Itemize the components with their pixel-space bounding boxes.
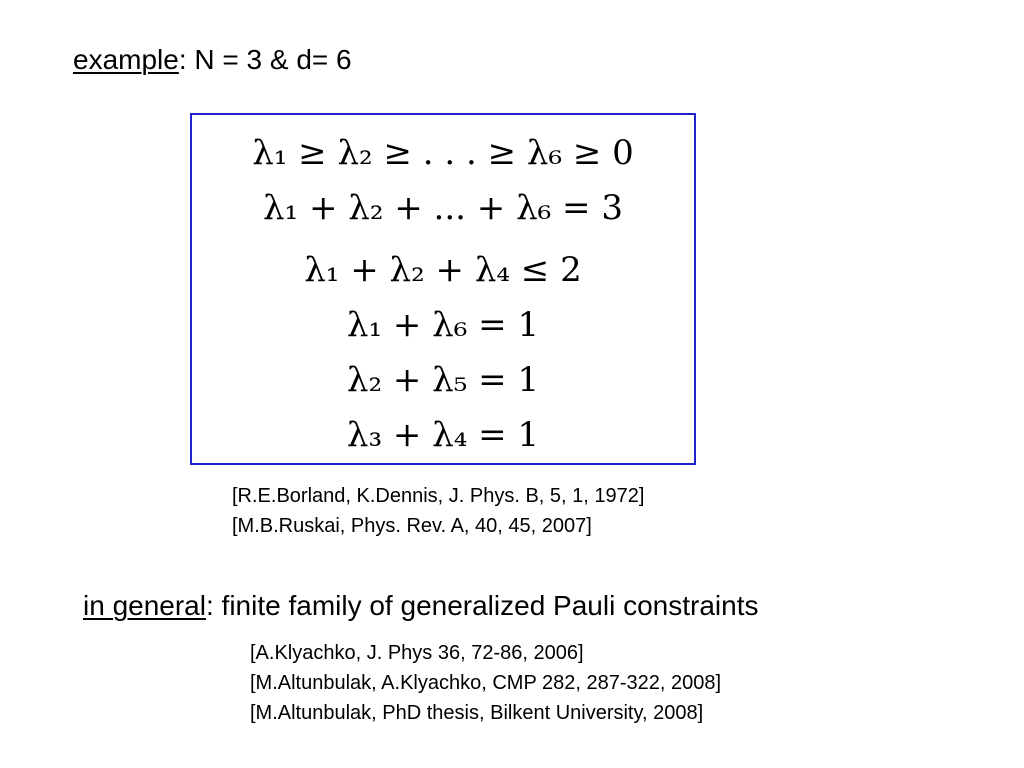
equation-pair-2-5: λ₂ + λ₅ = 1 bbox=[346, 360, 540, 400]
general-heading bbox=[83, 590, 758, 622]
reference-altunbulak-thesis: [M.Altunbulak, PhD thesis, Bilkent University, 2008] bbox=[250, 702, 704, 724]
reference-altunbulak-klyachko: [M.Altunbulak, A.Klyachko, CMP 282, 287-322, 2008] bbox=[250, 672, 722, 694]
example-heading bbox=[73, 44, 352, 76]
references-top bbox=[232, 481, 644, 541]
general-keyword: in general bbox=[83, 590, 206, 621]
example-parameters: : N = 3 & d= 6 bbox=[178, 44, 352, 75]
equation-inequality: λ₁ + λ₂ + λ₄ ≤ 2 bbox=[304, 250, 582, 290]
equation-pair-1-6: λ₁ + λ₆ = 1 bbox=[346, 305, 540, 345]
equation-pair-3-4: λ₃ + λ₄ = 1 bbox=[346, 415, 540, 455]
equation-sum: λ₁ + λ₂ + ... + λ₆ = 3 bbox=[262, 188, 623, 228]
constraints-box bbox=[190, 113, 696, 465]
reference-borland: [R.E.Borland, K.Dennis, J. Phys. B, 5, 1, 1972] bbox=[232, 485, 645, 507]
reference-klyachko: [A.Klyachko, J. Phys 36, 72-86, 2006] bbox=[250, 642, 584, 664]
references-bottom bbox=[250, 638, 721, 728]
example-keyword: example bbox=[73, 44, 179, 75]
equation-ordering: λ₁ ≥ λ₂ ≥ . . . ≥ λ₆ ≥ 0 bbox=[252, 133, 634, 173]
general-description: : finite family of generalized Pauli constraints bbox=[205, 590, 759, 621]
reference-ruskai: [M.B.Ruskai, Phys. Rev. A, 40, 45, 2007] bbox=[232, 515, 592, 537]
